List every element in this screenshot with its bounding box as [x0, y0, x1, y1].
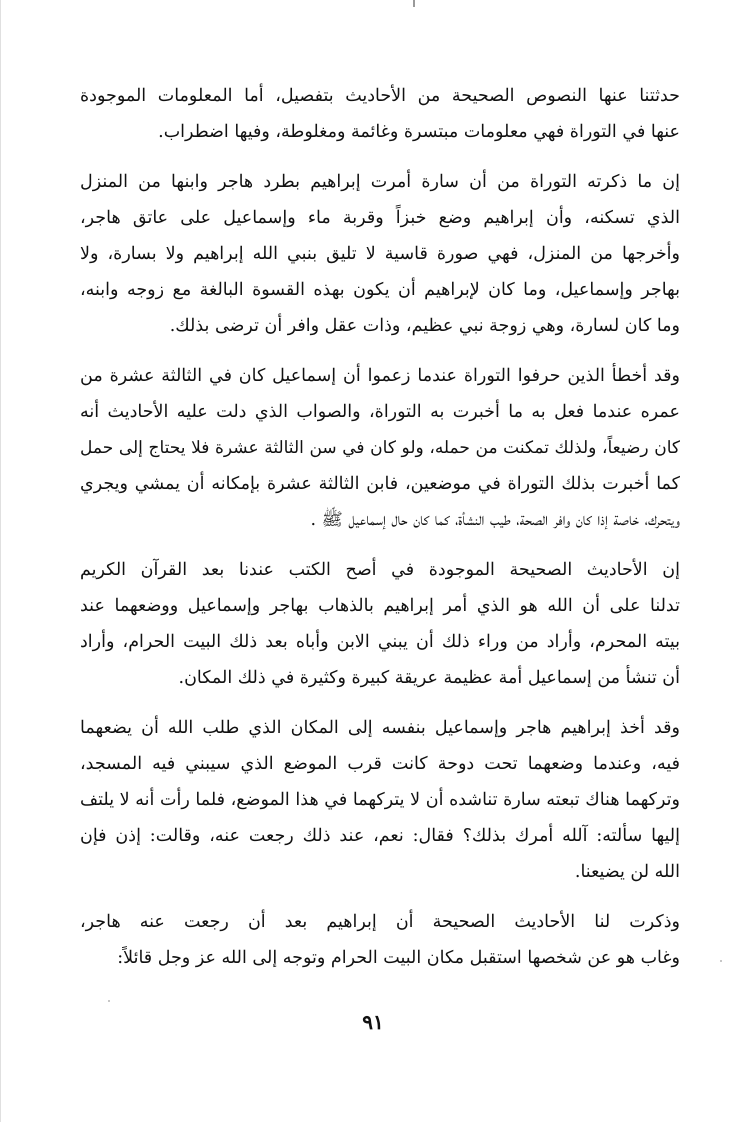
scan-speck	[720, 960, 722, 962]
text-line: وغاب هو عن شخصها استقبل مكان البيت الحرام وتوجه إلى الله عز وجل قائلاً:	[117, 948, 680, 968]
text-line: بهاجر وإسماعيل، وما كان لإبراهيم أن يكون بهذه القسوة البالغة مع زوجه وابنه،	[80, 280, 680, 300]
text-line: بيته المحرم، وأراد من وراء ذلك أن يبني الابن وأباه بعد ذلك البيت الحرام، وأراد	[80, 632, 680, 652]
text-line: حدثتنا عنها النصوص الصحيحة من الأحاديث بتفصيل، أما المعلومات الموجودة	[80, 86, 680, 106]
text-line: وذكرت لنا الأحاديث الصحيحة أن إبراهيم بعد أن رجعت عنه هاجر،	[80, 912, 680, 932]
paragraph	[80, 78, 680, 150]
scan-speck	[108, 1000, 110, 1002]
text-line: كما أخبرت بذلك التوراة في موضعين، فابن الثالثة عشرة بإمكانه أن يمشي ويجري	[80, 474, 680, 494]
paragraph	[80, 904, 680, 976]
paragraph	[80, 710, 680, 890]
scan-left-edge	[0, 0, 1, 1122]
text-line: وتركهما هناك تبعته سارة تناشده أن لا يتركهما في هذا الموضع، فلما رأت أنه لا يلتف	[80, 790, 680, 810]
paragraph	[80, 164, 680, 344]
text-line: أن تنشأ من إسماعيل أمة عظيمة عريقة كبيرة وكثيرة في ذلك المكان.	[178, 668, 680, 688]
text-line: فيه، وعندما وضعهما تحت دوحة كانت قرب الموضع الذي سيبني فيه المسجد،	[80, 754, 680, 774]
text-line: الذي تسكنه، وأن إبراهيم وضع خبزاً وقربة ماء وإسماعيل على عاتق هاجر،	[80, 208, 680, 228]
text-line: ويتحرك، خاصة إذا كان وافر الصحة، طيب النشأة، كما كان حال إسماعيل ﷺ .	[310, 510, 680, 530]
text-line: وقد أخذ إبراهيم هاجر وإسماعيل بنفسه إلى المكان الذي طلب الله أن يضعهما	[80, 718, 680, 738]
text-line: الله لن يضيعنا.	[574, 862, 680, 882]
paragraph	[80, 358, 680, 538]
text-line: وأخرجها من المنزل، فهي صورة قاسية لا تليق بنبي الله إبراهيم ولا بسارة، ولا	[80, 244, 680, 264]
text-line: إليها سألته: آلله أمرك بذلك؟ فقال: نعم، عند ذلك رجعت عنه، وقالت: إذن فإن	[80, 826, 680, 846]
body-text	[80, 78, 680, 976]
text-line: كان رضيعاً، ولذلك تمكنت من حمله، ولو كان في سن الثالثة عشرة فلا يحتاج إلى حمل	[80, 438, 680, 458]
scan-edge-mark	[413, 0, 415, 7]
text-line: إن ما ذكرته التوراة من أن سارة أمرت إبراهيم بطرد هاجر وابنها من المنزل	[80, 172, 680, 192]
text-line: تدلنا على أن الله هو الذي أمر إبراهيم بالذهاب بهاجر وإسماعيل ووضعهما عند	[80, 596, 680, 616]
page-number: ٩١	[362, 1010, 384, 1034]
text-line: وما كان لسارة، وهي زوجة نبي عظيم، وذات عقل وافر أن ترضى بذلك.	[169, 316, 680, 336]
text-line: عنها في التوراة فهي معلومات مبتسرة وغائمة ومغلوطة، وفيها اضطراب.	[158, 122, 680, 142]
text-line: إن الأحاديث الصحيحة الموجودة في أصح الكتب عندنا بعد القرآن الكريم	[80, 560, 680, 580]
paragraph	[80, 552, 680, 696]
text-line: وقد أخطأ الذين حرفوا التوراة عندما زعموا أن إسماعيل كان في الثالثة عشرة من	[80, 366, 680, 386]
text-line: عمره عندما فعل به ما أخبرت به التوراة، والصواب الذي دلت عليه الأحاديث أنه	[80, 402, 680, 422]
